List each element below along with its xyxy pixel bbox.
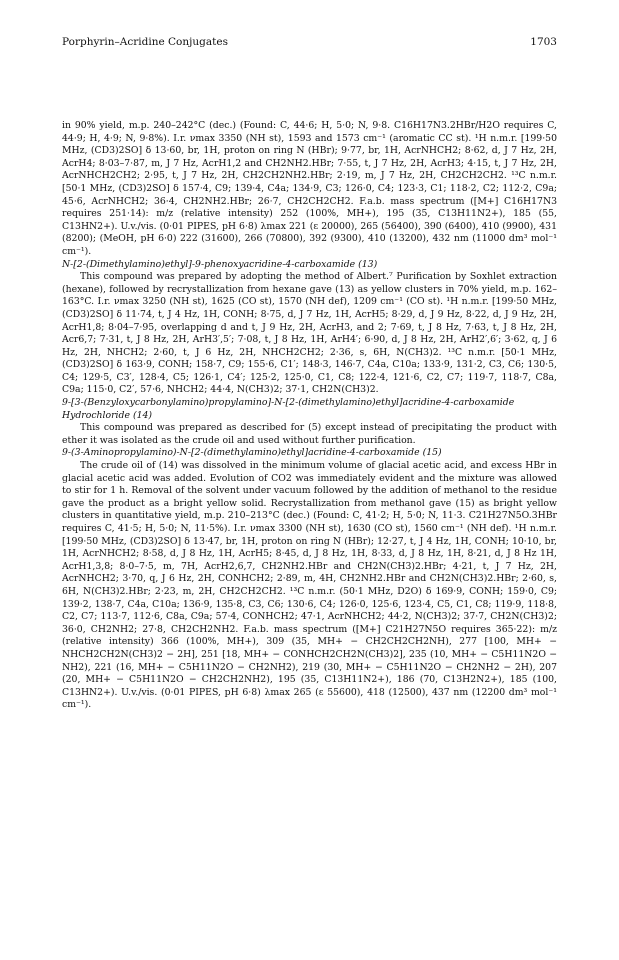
- compound-14-heading: 9-[3-(Benzyloxycarbonylamino)propylamino]-N-[2-(dimethylamino)ethyl]acridine-4-carboxamide Hydrochloride (14): [62, 397, 515, 421]
- compound-13-paragraph: This compound was prepared by adopting the method of Albert.⁷ Purification by Soxhlet extraction (hexane), followed by recrystallization from hexane gave (13) as yellow clusters in 70% yield, m.p. 162–163°C. I.r. νmax 3250 (NH st), 1625 (CO st), 1570 (NH def), 1209 cm⁻¹ (CO st). ¹H n.m.r. [199·50 MHz, (CD3)2SO] δ 11·74, t, J 4 Hz, 1H, CONH; 8·75, d, J 7 Hz, 1H, AcrH5; 8·29, d, J 9 Hz, 8·22, d, J 9 Hz, 2H, AcrH1,8; 8·04–7·95, overlapping d and t, J 9 Hz, 2H, AcrH3, and 2; 7·69, t, J 8 Hz, 7·63, t, J 8 Hz, 2H, Acr6,7; 7·31, t, J 8 Hz, 2H, ArH3′,5′; 7·08, t, J 8 Hz, 1H, ArH4′; 6·90, d, J 8 Hz, 2H, ArH2′,6′; 3·62, q, J 6 Hz, 2H, NHCH2; 2·60, t, J 6 Hz, 2H, NHCH2CH2; 2·36, s, 6H, N(CH3)2. ¹³C n.m.r. [50·1 MHz, (CD3)2SO] δ 163·9, CONH; 158·7, C9; 155·6, C1′; 148·3, 146·7, C4a, C10a; 133·9, 131·2, C3, C6; 130·5, C4; 129·5, C3′, 128·4, C5; 126·1, C4′; 125·2, 125·0, C1, C8; 122·4, 121·6, C2, C7; 119·7, 118·7, C8a, C9a; 115·0, C2′, 57·6, NHCH2; 44·4, N(CH3)2; 37·1, CH2N(CH3)2.: [62, 271, 557, 396]
- page-number: 1703: [530, 36, 557, 48]
- running-head: [62, 36, 557, 48]
- compound-15-paragraph: The crude oil of (14) was dissolved in the minimum volume of glacial acetic acid, and excess HBr in glacial acetic acid was added. Evolution of CO2 was immediately evident and the mixture was allowed to stir for 1 h. Removal of the solvent under vacuum followed by the addition of methanol to the residue gave the product as a bright yellow solid. Recrystallization from methanol gave (15) as bright yellow clusters in quantitative yield, m.p. 210–213°C (dec.) (Found: C, 41·2; H, 5·0; N, 11·3. C21H27N5O.3HBr requires C, 41·5; H, 5·0; N, 11·5%). I.r. νmax 3300 (NH st), 1630 (CO st), 1560 cm⁻¹ (NH def). ¹H n.m.r. [199·50 MHz, (CD3)2SO] δ 13·47, br, 1H, proton on ring N (HBr); 12·27, t, J 4 Hz, 1H, CONH; 10·10, br, 1H, AcrNHCH2; 8·58, d, J 8 Hz, 1H, AcrH5; 8·45, d, J 8 Hz, 1H, 8·33, d, J 8 Hz, 1H, 8·21, d, J 8 Hz 1H, AcrH1,3,8; 8·0–7·5, m, 7H, AcrH2,6,7, CH2NH2.HBr and CH2N(CH3)2.HBr; 4·21, t, J 7 Hz, 2H, AcrNHCH2; 3·70, q, J 6 Hz, 2H, CONHCH2; 2·89, m, 4H, CH2NH2.HBr and CH2N(CH3)2.HBr; 2·60, s, 6H, N(CH3)2.HBr; 2·23, m, 2H, CH2CH2CH2. ¹³C n.m.r. (50·1 MHz, D2O) δ 169·9, CONH; 159·0, C9; 139·2, 138·7, C4a, C10a; 136·9, 135·8, C3, C6; 130·6, C4; 126·0, 125·6, 123·4, C5, C1, C8; 119·9, 118·8, C2, C7; 113·7, 112·6, C8a, C9a; 57·4, CONHCH2; 47·1, AcrNHCH2; 44·2, N(CH3)2; 37·7, CH2N(CH3)2; 36·0, CH2NH2; 27·8, CH2CH2NH2. F.a.b. mass spectrum ([M+] C21H27N5O requires 365·22): m/z (relative intensity) 366 (100%, MH+), 309 (35, MH+ − CH2CH2CH2NH), 277 [100, MH+ − NHCH2CH2N(CH3)2 − 2H], 251 [18, MH+ − CONHCH2CH2N(CH3)2], 235 (10, MH+ − C5H11N2O − NH2), 221 (16, MH+ − C5H11N2O − CH2NH2), 219 (30, MH+ − C5H11N2O − CH2NH2 − 2H), 207 (20, MH+ − C5H11N2O − CH2CH2NH2), 195 (35, C13H11N2+), 186 (70, C13H2N2+), 185 (100, C13HN2+). U.v./vis. (0·01 PIPES, pH 6·8) λmax 265 (ε 55600), 418 (12500), 437 nm (12200 dm³ mol⁻¹ cm⁻¹).: [62, 460, 557, 711]
- compound-14-paragraph: This compound was prepared as described for (5) except instead of precipitating the product with ether it was isolated as the crude oil and used without further purification.: [62, 422, 557, 446]
- compound-12-data-paragraph: in 90% yield, m.p. 240–242°C (dec.) (Found: C, 44·6; H, 5·0; N, 9·8. C16H17N3.2HBr/H2O requires C, 44·9; H, 4·9; N, 9·8%). I.r. νmax 3350 (NH st), 1593 and 1573 cm⁻¹ (aromatic CC st). ¹H n.m.r. [199·50 MHz, (CD3)2SO] δ 13·60, br, 1H, proton on ring N (HBr); 9·77, br, 1H, AcrNHCH2; 8·62, d, J 7 Hz, 2H, AcrH4; 8·03–7·87, m, J 7 Hz, AcrH1,2 and CH2NH2.HBr; 7·55, t, J 7 Hz, 2H, AcrH3; 4·15, t, J 7 Hz, 2H, AcrNHCH2CH2; 2·95, t, J 7 Hz, 2H, CH2CH2NH2.HBr; 2·19, m, J 7 Hz, 2H, CH2CH2CH2. ¹³C n.m.r. [50·1 MHz, (CD3)2SO] δ 157·4, C9; 139·4, C4a; 134·9, C3; 126·0, C4; 123·3, C1; 118·2, C2; 112·2, C9a; 45·6, AcrNHCH2; 36·4, CH2NH2.HBr; 26·7, CH2CH2CH2. F.a.b. mass spectrum ([M+] C16H17N3 requires 251·14): m/z (relative intensity) 252 (100%, MH+), 195 (35, C13H11N2+), 185 (55, C13HN2+). U.v./vis. (0·01 PIPES, pH 6·8) λmax 221 (ε 20000), 265 (56400), 390 (6400), 410 (9900), 431 (8200); (MeOH, pH 6·0) 222 (31600), 266 (70800), 392 (9300), 410 (13200), 432 nm (11000 dm³ mol⁻¹ cm⁻¹).: [62, 120, 557, 257]
- running-title: Porphyrin–Acridine Conjugates: [62, 36, 228, 48]
- compound-13-heading: N-[2-(Dimethylamino)ethyl]-9-phenoxyacridine-4-carboxamide (13): [62, 258, 378, 270]
- article-body: [62, 120, 557, 712]
- compound-15-heading: 9-(3-Aminopropylamino)-N-[2-(dimethylamino)ethyl]acridine-4-carboxamide (15): [62, 447, 442, 459]
